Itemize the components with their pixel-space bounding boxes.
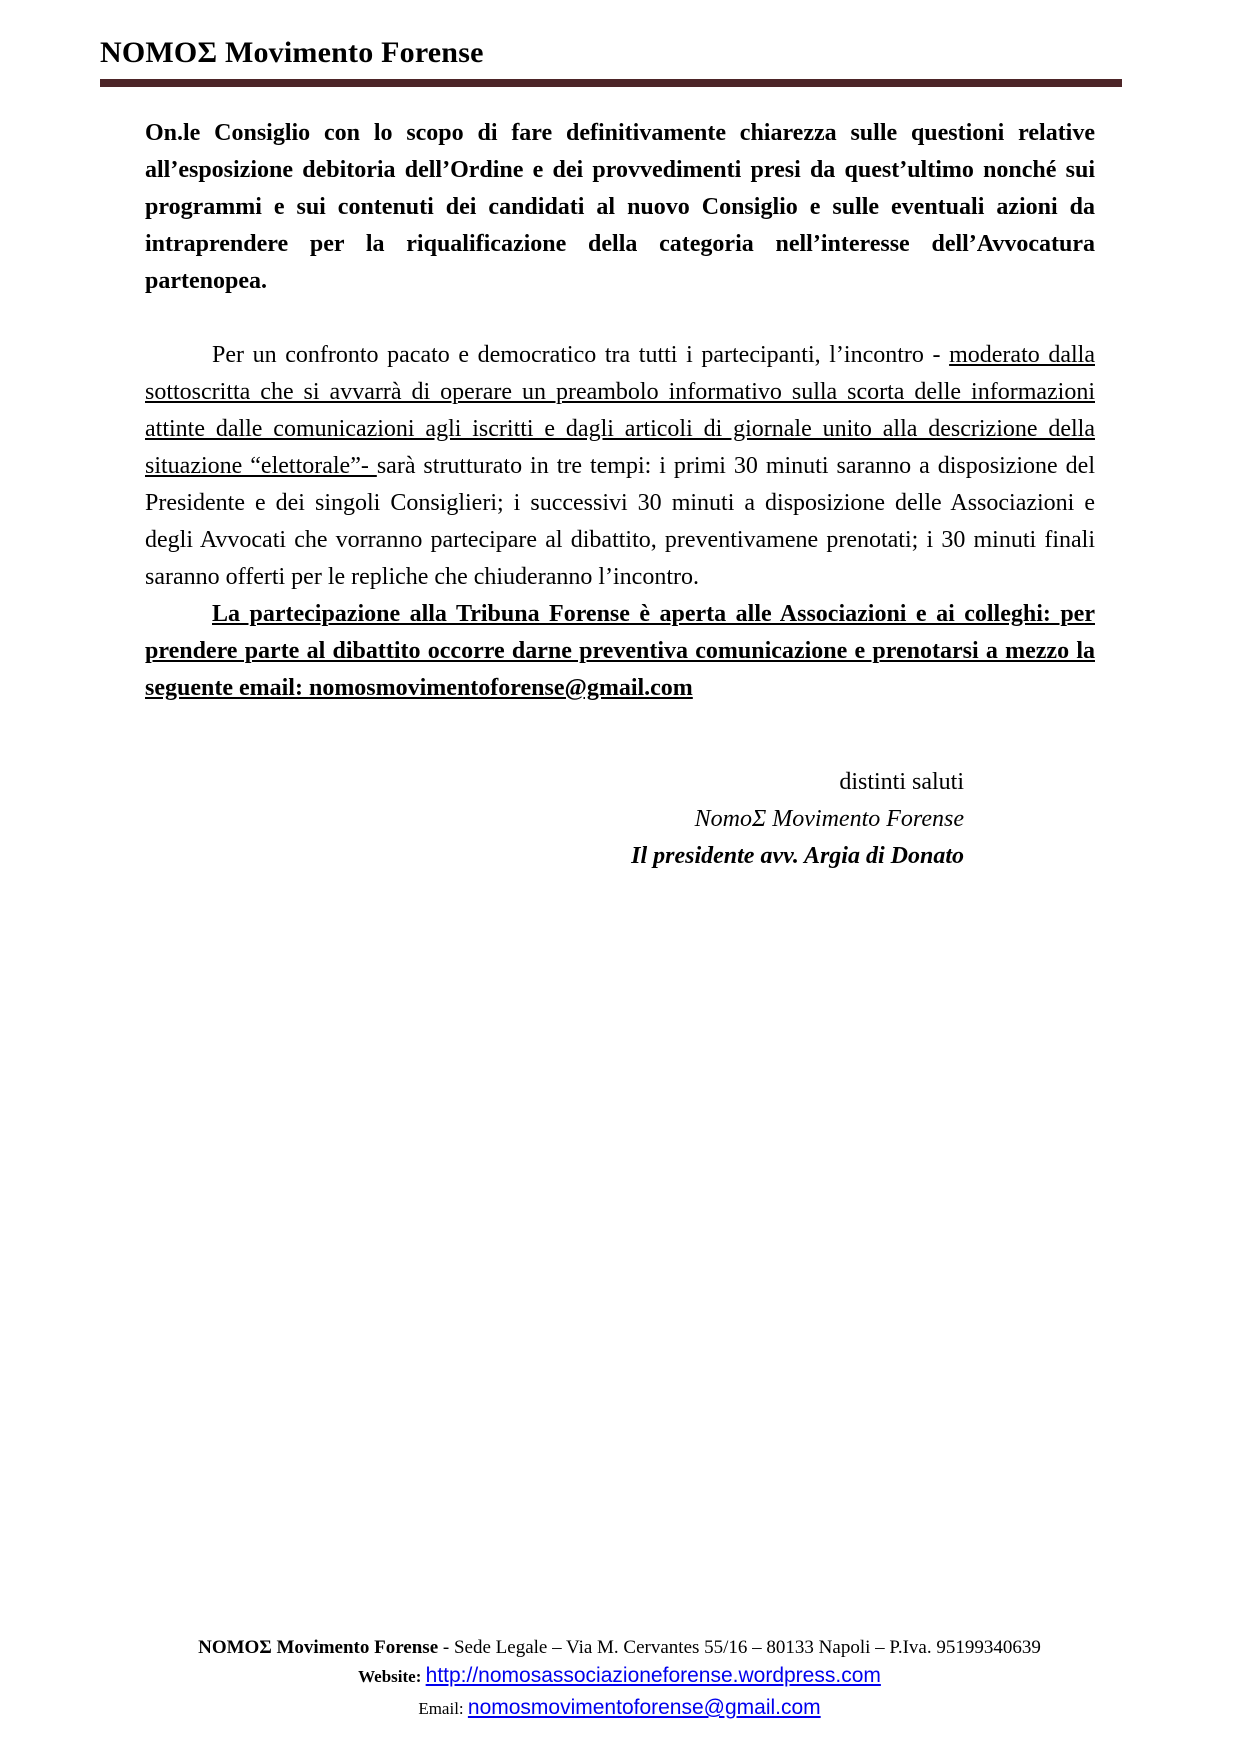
paragraph-participation bbox=[145, 596, 1095, 707]
meeting-format-text-end: sarà strutturato in tre tempi: i primi 30 minuti saranno a disposizione del Presidente e dei singoli Consiglieri; i successivi 30 minuti a disposizione delle Associazioni e degli Avvocati che vorranno partecipare al dibattito, preventivamene prenotati; i 30 minuti finali saranno offerti per le repliche che chiuderanno l’incontro. bbox=[145, 453, 1096, 590]
letterhead-rule bbox=[100, 79, 1122, 87]
website-link[interactable]: http://nomosassociazioneforense.wordpress.com bbox=[425, 1664, 881, 1687]
participation-underlined-text: La partecipazione alla Tribuna Forense è aperta alle Associazioni e ai colleghi: per prendere parte al dibattito occorre darne preventiva comunicazione e prenotarsi a mezzo la seguente email: bbox=[145, 601, 1095, 701]
footer bbox=[0, 1634, 1239, 1725]
paragraph-meeting-format bbox=[145, 337, 1095, 596]
email-label: Email: bbox=[418, 1699, 468, 1718]
letter-body bbox=[145, 115, 1095, 707]
meeting-format-underlined-text: moderato dalla sottoscritta che si avvarrà di operare un preambolo informativo sulla scorta delle informazioni attinte dalle comunicazioni agli iscritti e dagli articoli di giornale unito alla descrizione della situazione “elettorale”- bbox=[145, 342, 1095, 479]
email-link[interactable]: nomosmovimentoforense@gmail.com bbox=[467, 1696, 821, 1719]
closing-salutation: distinti saluti bbox=[839, 769, 964, 795]
paragraph-intro-text: On.le Consiglio con lo scopo di fare definitivamente chiarezza sulle questioni relative all’esposizione debitoria dell’Ordine e dei provvedimenti presi da quest’ultimo nonché sui programmi e sui contenuti dei candidati al nuovo Consiglio e sulle eventuali azioni da intraprendere per la riqualificazione della categoria nell’interesse dell’Avvocatura partenopea. bbox=[145, 120, 1095, 294]
footer-org-name: NOMOΣ Movimento Forense bbox=[198, 1637, 439, 1658]
footer-website-line bbox=[0, 1661, 1239, 1693]
footer-email-line bbox=[0, 1693, 1239, 1725]
paragraph-intro bbox=[145, 115, 1095, 300]
website-label: Website: bbox=[358, 1667, 426, 1686]
participation-email: nomosmovimentoforense@gmail.com bbox=[308, 675, 693, 701]
letterhead bbox=[100, 0, 1122, 87]
meeting-format-text-start: Per un confronto pacato e democratico tra tutti i partecipanti, l’incontro - bbox=[212, 342, 950, 368]
footer-address: - Sede Legale – Via M. Cervantes 55/16 – 80133 Napoli – P.Iva. 95199340639 bbox=[438, 1637, 1041, 1658]
letterhead-title: NOMOΣ Movimento Forense bbox=[100, 36, 484, 69]
closing-organization: NomoΣ Movimento Forense bbox=[694, 806, 964, 832]
closing-signature: Il presidente avv. Argia di Donato bbox=[631, 843, 964, 869]
footer-legal-line bbox=[0, 1634, 1239, 1661]
closing-block bbox=[145, 764, 1095, 875]
